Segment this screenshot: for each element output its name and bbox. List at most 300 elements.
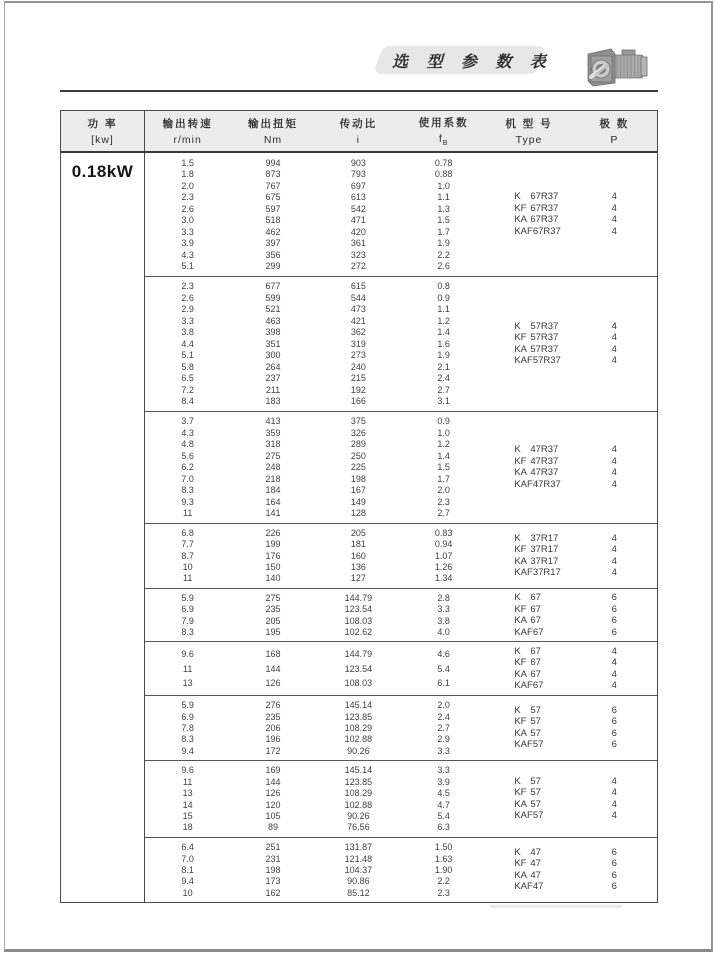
service-factor-value: 1.0 <box>437 427 450 438</box>
pole-count-value: 4 <box>611 202 617 214</box>
output-speed-value: 8.3 <box>181 626 194 637</box>
type-prefix: KF <box>514 716 527 728</box>
output-torque-value: 251 <box>265 842 281 853</box>
service-factor-value: 1.4 <box>437 450 450 461</box>
type-row <box>486 479 657 491</box>
type-prefix: KA <box>514 727 528 739</box>
service-factor-value: 6.1 <box>437 677 450 688</box>
output-speed-value: 7.8 <box>181 722 194 733</box>
type-prefix: KF <box>514 202 527 214</box>
ratio-value: 123.85 <box>344 776 373 787</box>
pole-count-value: 4 <box>611 343 617 355</box>
model-type-value <box>486 456 571 468</box>
output-speed-value: 8.1 <box>181 864 194 875</box>
column-header-type <box>486 111 571 151</box>
ratio-value: 145.14 <box>344 700 373 711</box>
output-torque-value: 300 <box>265 350 281 361</box>
type-row <box>486 604 657 616</box>
ratio-value: 272 <box>350 261 366 271</box>
power-value: 0.18kW <box>71 162 134 181</box>
service-factor-value: 3.1 <box>437 396 450 407</box>
output-torque-value: 126 <box>265 677 281 688</box>
output-speed-value: 11 <box>182 573 193 584</box>
type-model: 37R17 <box>530 544 559 556</box>
model-type-value <box>486 226 571 238</box>
output-speed-value: 3.3 <box>181 315 194 326</box>
service-factor-value: 6.3 <box>437 822 450 833</box>
type-model: 47 <box>532 881 544 893</box>
service-factor-value: 1.26 <box>434 562 453 573</box>
service-factor-value: 1.1 <box>437 192 450 202</box>
type-row <box>486 646 657 658</box>
service-factor-value: 4.6 <box>437 649 450 660</box>
output-torque-value: 356 <box>265 249 281 260</box>
ratio-value: 108.03 <box>344 677 373 688</box>
ratio-value: 128 <box>350 508 366 519</box>
ratio-value: 421 <box>350 315 366 326</box>
pole-count-value: 4 <box>611 810 617 822</box>
output-torque-value: 397 <box>265 238 281 248</box>
service-factor-value: 4.7 <box>437 799 450 810</box>
type-prefix: K <box>514 704 521 716</box>
model-type-value <box>486 776 571 788</box>
ratio-value: 375 <box>350 416 366 427</box>
pole-count-value: 4 <box>611 532 617 544</box>
model-type-value <box>486 627 571 639</box>
type-row <box>486 332 657 344</box>
type-row <box>486 870 657 882</box>
type-row <box>486 787 657 799</box>
table-blocks <box>145 153 657 902</box>
type-row <box>486 858 657 870</box>
output-speed-value: 8.7 <box>181 550 194 561</box>
ratio-value: 76.56 <box>347 822 370 833</box>
type-row <box>486 716 657 728</box>
type-row <box>486 680 657 692</box>
type-model: 57 <box>532 739 544 751</box>
speed-unit: r/min <box>173 134 202 146</box>
output-speed-value: 11 <box>182 508 193 519</box>
output-speed-value: 5.1 <box>181 261 194 271</box>
output-speed-value: 7.2 <box>181 384 194 395</box>
service-factor-value: 1.1 <box>437 304 450 315</box>
output-torque-value: 235 <box>265 604 281 615</box>
pole-count-value: 6 <box>611 615 617 627</box>
ratio-value: 544 <box>350 292 366 303</box>
output-speed-value: 2.6 <box>181 292 194 303</box>
scan-artifact-smudge <box>490 905 622 908</box>
model-type-value <box>486 787 571 799</box>
output-torque-value: 462 <box>265 226 281 237</box>
output-torque-value: 206 <box>265 722 281 733</box>
ratio-value: 145.14 <box>344 765 373 776</box>
output-torque-value: 518 <box>265 215 281 225</box>
model-type-value <box>486 705 571 717</box>
column-header-power <box>61 111 145 151</box>
type-prefix: K <box>514 444 521 456</box>
type-prefix: KF <box>514 332 527 344</box>
type-model: 67R37 <box>532 225 561 237</box>
service-factor-value: 5.4 <box>437 663 450 674</box>
pole-count-value: 4 <box>611 214 617 226</box>
pole-count-value: 4 <box>611 191 617 203</box>
ratio-value: 613 <box>350 192 366 202</box>
type-model: 57 <box>530 798 541 810</box>
output-torque-value: 183 <box>265 396 281 407</box>
service-factor-value: 2.2 <box>437 876 450 887</box>
output-torque-value: 351 <box>265 338 281 349</box>
type-model: 67R37 <box>530 214 559 226</box>
type-model: 47 <box>530 858 541 870</box>
type-row <box>486 799 657 811</box>
type-pole-group <box>486 761 657 837</box>
output-speed-value: 2.9 <box>181 304 194 315</box>
pole-count-value: 4 <box>611 555 617 567</box>
column-header-output-torque <box>230 111 315 151</box>
type-prefix: KAF <box>514 810 533 822</box>
output-torque-value: 597 <box>265 203 281 214</box>
type-row <box>486 533 657 545</box>
header-divider-line <box>60 90 658 92</box>
output-speed-value: 6.9 <box>181 604 194 615</box>
type-prefix: KAF <box>514 739 533 751</box>
service-factor-value: 2.0 <box>437 700 450 711</box>
service-factor-value: 2.1 <box>437 361 450 372</box>
type-model: 57 <box>530 787 541 799</box>
type-row <box>486 344 657 356</box>
type-prefix: KAF <box>514 225 533 237</box>
service-factor-value: 1.50 <box>434 842 453 853</box>
output-speed-value: 8.4 <box>181 396 194 407</box>
output-speed-value: 9.4 <box>181 745 194 756</box>
service-factor-value: 3.9 <box>437 776 450 787</box>
pole-count-value: 4 <box>611 544 617 556</box>
output-speed-value: 6.4 <box>181 842 194 853</box>
type-model: 57 <box>530 704 541 716</box>
service-factor-value: 0.88 <box>434 169 453 179</box>
model-type-value <box>486 556 571 568</box>
output-torque-value: 150 <box>265 562 281 573</box>
type-label: 机 型 号 <box>505 118 553 130</box>
torque-unit: Nm <box>263 134 283 146</box>
pole-count-value: 6 <box>611 592 617 604</box>
pole-count-value: 4 <box>611 320 617 332</box>
service-factor-value: 2.4 <box>437 711 450 722</box>
output-torque-value: 463 <box>265 315 281 326</box>
model-type-value <box>486 355 571 367</box>
output-speed-value: 8.3 <box>181 734 194 745</box>
type-prefix: KA <box>514 615 528 627</box>
type-unit: Type <box>515 134 543 146</box>
service-factor-value: 1.9 <box>437 350 450 361</box>
ratio-value: 108.03 <box>344 615 373 626</box>
type-model: 67 <box>530 645 541 657</box>
output-torque-value: 299 <box>265 261 281 271</box>
output-speed-value: 3.0 <box>181 215 194 225</box>
pole-count-value: 6 <box>611 846 617 858</box>
output-torque-value: 105 <box>265 811 281 822</box>
output-speed-value: 7.9 <box>181 615 194 626</box>
gearmotor-photo <box>584 43 652 91</box>
output-speed-value: 5.8 <box>181 361 194 372</box>
model-type-value <box>486 615 571 627</box>
column-header-ratio <box>316 111 401 151</box>
parameter-block <box>145 411 657 523</box>
type-model: 57R37 <box>530 320 559 332</box>
model-type-value <box>486 680 571 692</box>
model-type-value <box>486 467 571 479</box>
pole-count-value: 4 <box>611 444 617 456</box>
ratio-value: 136 <box>350 562 366 573</box>
ratio-value: 121.48 <box>344 853 373 864</box>
type-pole-group <box>486 524 657 588</box>
service-factor-value: 3.8 <box>437 615 450 626</box>
ratio-value: 326 <box>350 427 366 438</box>
service-factor-value: 1.63 <box>434 853 453 864</box>
ratio-value: 289 <box>350 439 366 450</box>
type-prefix: KF <box>514 657 527 669</box>
pole-count-value: 6 <box>611 739 617 751</box>
type-row <box>486 321 657 333</box>
service-factor-value: 2.7 <box>437 384 450 395</box>
type-prefix: KAF <box>514 881 533 893</box>
type-row <box>486 705 657 717</box>
output-speed-value: 11 <box>182 663 193 674</box>
output-speed-value: 4.4 <box>181 338 194 349</box>
output-speed-value: 3.7 <box>181 416 194 427</box>
type-model: 67R37 <box>530 202 559 214</box>
ratio-value: 903 <box>350 157 366 168</box>
pole-count-value: 4 <box>611 467 617 479</box>
table-body <box>61 153 657 902</box>
type-model: 67 <box>530 668 541 680</box>
type-row <box>486 669 657 681</box>
type-row <box>486 810 657 822</box>
service-factor-value: 1.5 <box>437 462 450 473</box>
output-torque-value: 162 <box>265 887 281 898</box>
column-header-service-factor <box>401 111 486 151</box>
type-row <box>486 592 657 604</box>
output-torque-value: 144 <box>265 776 281 787</box>
model-type-value <box>486 716 571 728</box>
output-speed-value: 10 <box>182 562 193 573</box>
output-torque-value: 359 <box>265 427 281 438</box>
model-type-value <box>486 728 571 740</box>
ratio-value: 362 <box>350 327 366 338</box>
output-speed-value: 15 <box>182 811 193 822</box>
model-type-value <box>486 799 571 811</box>
output-torque-value: 675 <box>265 192 281 202</box>
pole-count-value: 6 <box>611 858 617 870</box>
type-model: 47R37 <box>532 478 561 490</box>
model-type-value <box>486 533 571 545</box>
model-type-value <box>486 344 571 356</box>
output-torque-value: 276 <box>265 700 281 711</box>
service-factor-value: 1.2 <box>437 315 450 326</box>
ratio-value: 160 <box>350 550 366 561</box>
ratio-label: 传动比 <box>339 118 378 130</box>
type-pole-group <box>486 642 657 695</box>
output-speed-value: 2.6 <box>181 203 194 214</box>
type-model: 37R17 <box>530 555 559 567</box>
output-torque-value: 173 <box>265 876 281 887</box>
ratio-value: 793 <box>350 169 366 179</box>
type-model: 57R37 <box>530 332 559 344</box>
output-speed-value: 7.0 <box>181 853 194 864</box>
ratio-value: 131.87 <box>344 842 373 853</box>
output-torque-value: 184 <box>265 485 281 496</box>
service-factor-value: 0.9 <box>437 292 450 303</box>
output-torque-value: 231 <box>265 853 281 864</box>
ratio-value: 90.26 <box>347 745 370 756</box>
output-torque-value: 164 <box>265 496 281 507</box>
model-type-value <box>486 321 571 333</box>
output-speed-value: 1.8 <box>181 169 194 179</box>
type-prefix: KAF <box>514 567 533 579</box>
type-prefix: K <box>514 846 521 858</box>
type-model: 57R37 <box>532 355 561 367</box>
ratio-value: 273 <box>350 350 366 361</box>
type-model: 67 <box>530 603 541 615</box>
type-row <box>486 456 657 468</box>
output-torque-value: 141 <box>265 508 281 519</box>
column-header-poles <box>572 111 657 151</box>
output-torque-value: 120 <box>265 799 281 810</box>
pole-count-value: 6 <box>611 881 617 893</box>
service-factor-value: 4.5 <box>437 788 450 799</box>
pole-count-value: 4 <box>611 787 617 799</box>
service-factor-value: 2.8 <box>437 593 450 604</box>
power-label: 功 率 <box>87 118 118 130</box>
ratio-value: 205 <box>350 527 366 538</box>
model-type-value <box>486 669 571 681</box>
output-speed-value: 2.0 <box>181 180 194 191</box>
ratio-value: 104.37 <box>344 864 373 875</box>
pole-count-value: 4 <box>611 668 617 680</box>
service-factor-value: 2.0 <box>437 485 450 496</box>
pole-count-value: 4 <box>611 225 617 237</box>
ratio-value: 192 <box>350 384 366 395</box>
ratio-value: 123.54 <box>344 663 373 674</box>
type-prefix: KA <box>514 798 528 810</box>
ratio-value: 90.86 <box>347 876 370 887</box>
service-factor-value: 1.0 <box>437 180 450 191</box>
type-pole-group <box>486 589 657 642</box>
pole-count-value: 4 <box>611 680 617 692</box>
ratio-value: 615 <box>350 281 366 292</box>
service-factor-value: 1.6 <box>437 338 450 349</box>
parameter-block <box>145 153 657 276</box>
ratio-unit: i <box>356 134 360 146</box>
output-torque-value: 126 <box>265 788 281 799</box>
output-torque-value: 226 <box>265 527 281 538</box>
ratio-value: 102.88 <box>344 734 373 745</box>
type-prefix: KA <box>514 555 528 567</box>
type-model: 57 <box>530 716 541 728</box>
ratio-value: 361 <box>350 238 366 248</box>
output-torque-value: 264 <box>265 361 281 372</box>
output-torque-value: 172 <box>265 745 281 756</box>
type-prefix: KAF <box>514 478 533 490</box>
output-speed-value: 6.5 <box>181 373 194 384</box>
service-factor-value: 1.5 <box>437 215 450 225</box>
output-torque-value: 318 <box>265 439 281 450</box>
type-prefix: KF <box>514 455 527 467</box>
service-factor-value: 1.3 <box>437 203 450 214</box>
type-prefix: KAF <box>514 355 533 367</box>
type-model: 57 <box>530 775 541 787</box>
model-type-value <box>486 567 571 579</box>
type-row <box>486 203 657 215</box>
model-type-value <box>486 810 571 822</box>
ratio-value: 127 <box>350 573 366 584</box>
output-torque-value: 176 <box>265 550 281 561</box>
output-torque-value: 413 <box>265 416 281 427</box>
pole-count-value: 4 <box>611 455 617 467</box>
pole-count-value: 6 <box>611 626 617 638</box>
pole-count-value: 4 <box>611 775 617 787</box>
output-speed-value: 6.8 <box>181 527 194 538</box>
service-factor-value: 1.7 <box>437 226 450 237</box>
type-model: 47R37 <box>530 444 559 456</box>
type-prefix: K <box>514 775 521 787</box>
type-row <box>486 355 657 367</box>
type-model: 47R37 <box>530 467 559 479</box>
type-prefix: K <box>514 532 521 544</box>
ratio-value: 473 <box>350 304 366 315</box>
service-factor-value: 1.34 <box>434 573 453 584</box>
ratio-value: 215 <box>350 373 366 384</box>
type-row <box>486 567 657 579</box>
pole-count-value: 4 <box>611 332 617 344</box>
type-prefix: KAF <box>514 680 533 692</box>
type-row <box>486 627 657 639</box>
output-speed-value: 2.3 <box>181 281 194 292</box>
ratio-value: 102.88 <box>344 799 373 810</box>
ratio-value: 181 <box>350 539 366 550</box>
type-row <box>486 226 657 238</box>
ratio-value: 225 <box>350 462 366 473</box>
ratio-value: 90.26 <box>347 811 370 822</box>
ratio-value: 420 <box>350 226 366 237</box>
type-row <box>486 444 657 456</box>
type-prefix: KA <box>514 467 528 479</box>
output-speed-value: 18 <box>182 822 193 833</box>
output-speed-value: 6.2 <box>181 462 194 473</box>
service-factor-value: 3.3 <box>437 745 450 756</box>
type-row <box>486 544 657 556</box>
page-title-banner: 选 型 参 数 表 <box>392 54 553 71</box>
type-prefix: KA <box>514 668 528 680</box>
service-factor-value: 2.6 <box>437 261 450 271</box>
service-factor-value: 1.9 <box>437 238 450 248</box>
pole-count-value: 6 <box>611 727 617 739</box>
service-factor-value: 0.83 <box>434 527 453 538</box>
type-prefix: K <box>514 592 521 604</box>
output-torque-value: 211 <box>265 384 281 395</box>
output-torque-value: 140 <box>265 573 281 584</box>
output-torque-value: 237 <box>265 373 281 384</box>
type-model: 47 <box>530 846 541 858</box>
output-torque-value: 248 <box>265 462 281 473</box>
model-type-value <box>486 203 571 215</box>
output-speed-value: 13 <box>182 677 193 688</box>
model-type-value <box>486 739 571 751</box>
output-torque-value: 677 <box>265 281 281 292</box>
model-type-value <box>486 870 571 882</box>
type-prefix: KA <box>514 343 528 355</box>
service-factor-value: 2.2 <box>437 249 450 260</box>
